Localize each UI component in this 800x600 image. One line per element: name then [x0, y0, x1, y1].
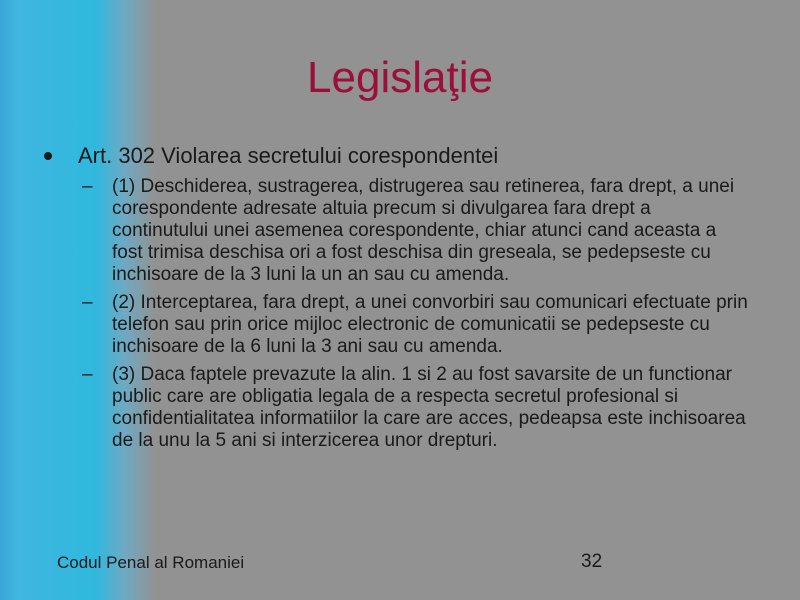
sub-bullet-2 [78, 292, 752, 358]
bullet-dot-icon [44, 152, 52, 160]
sub-bullet-list [42, 176, 772, 452]
dash-icon: – [82, 176, 93, 197]
sub-bullet-text: (1) Deschiderea, sustragerea, distrugerea sau retinerea, fara drept, a unei corespondente adresate altuia precum si divulgarea fara drept a continutului unei asemenea corespondente, chiar atunci cand aceasta a fost trimisa deschisa ori a fost deschisa din greseala, se pedepseste cu inchisoare de la 3 luni la un an sau cu amenda. [112, 176, 735, 285]
dash-icon: – [82, 364, 93, 385]
sub-bullet-3 [78, 364, 752, 452]
slide-number: 32 [581, 551, 603, 572]
slide-title: Legislaţie [307, 53, 493, 102]
footer-text: Codul Penal al Romaniei [57, 553, 245, 572]
main-bullet [42, 142, 772, 170]
sub-bullet-1 [78, 176, 752, 286]
dash-icon: – [82, 292, 93, 313]
main-bullet-text: Art. 302 Violarea secretului corespondentei [78, 143, 499, 168]
sub-bullet-text: (3) Daca faptele prevazute la alin. 1 si 2 au fost savarsite de un functionar public care are obligatia legala de a respecta secretul profesional si confidentialitatea informatiilor la care are acces, pedeapsa este inchisoarea de la unu la 5 ani si interzicerea unor drepturi. [112, 364, 746, 451]
slide-content [42, 142, 772, 458]
sub-bullet-text: (2) Interceptarea, fara drept, a unei convorbiri sau comunicari efectuate prin telefon sau prin orice mijloc electronic de comunicatii se pedepseste cu inchisoare de la 6 luni la 3 ani sau cu amenda. [112, 292, 748, 357]
